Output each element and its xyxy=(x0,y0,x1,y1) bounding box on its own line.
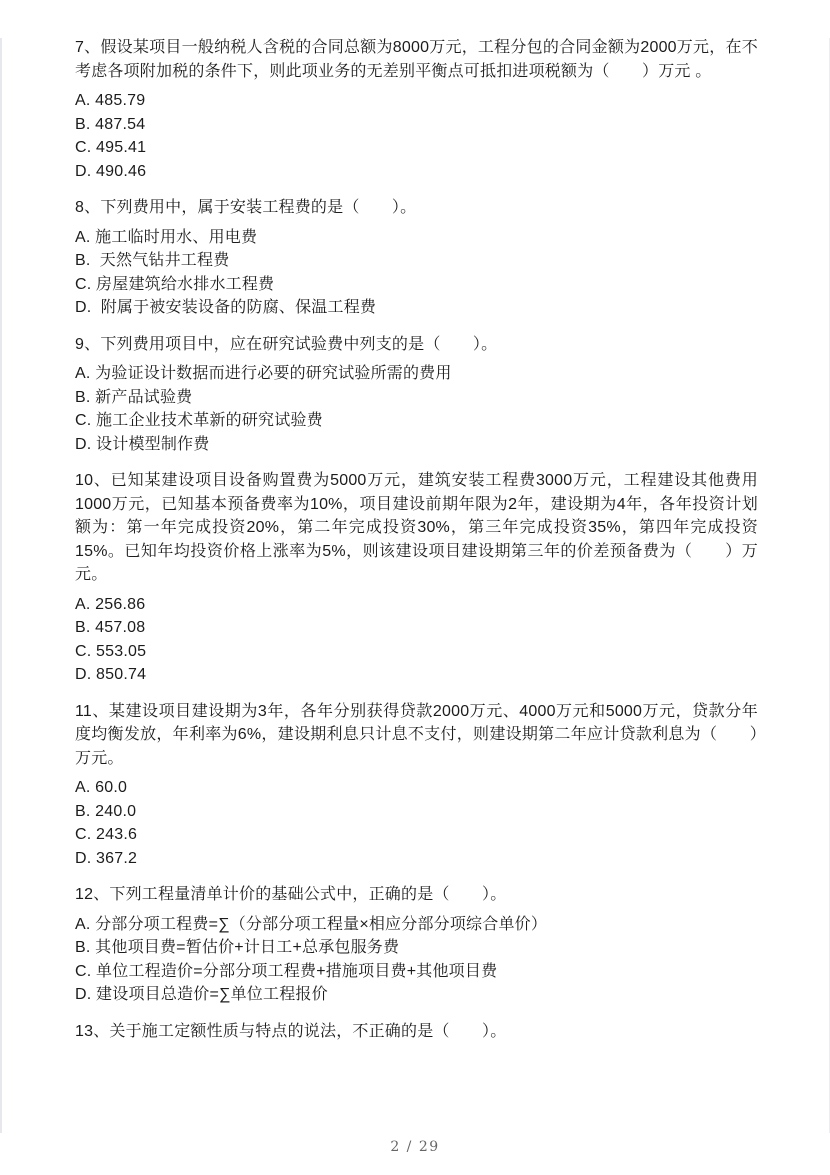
option-b: B. 487.54 xyxy=(75,115,146,133)
question-9 xyxy=(75,333,758,457)
option-d: D. 367.2 xyxy=(75,849,138,867)
option-a: A. 为验证设计数据而进行必要的研究试验所需的费用 xyxy=(75,365,452,382)
question-stem xyxy=(75,883,758,907)
question-number: 7、 xyxy=(75,39,101,56)
question-11 xyxy=(75,700,758,871)
question-text: 关于施工定额性质与特点的说法，不正确的是（ ）。 xyxy=(109,1022,507,1040)
option-a: A. 施工临时用水、用电费 xyxy=(75,228,258,246)
option-a: A. 分部分项工程费=∑（分部分项工程量×相应分部分项综合单价） xyxy=(75,915,548,933)
option-c: C. 施工企业技术革新的研究试验费 xyxy=(75,412,323,429)
question-stem xyxy=(75,1020,758,1044)
question-text: 假设某项目一般纳税人含税的合同总额为8000万元，工程分包的合同金额为2000万元，在不考虑各项附加税的条件下，则此项业务的无差别平衡点可抵扣进项税额为（ ）万元 。 xyxy=(75,39,758,80)
question-7 xyxy=(75,36,758,183)
question-number: 8、 xyxy=(75,199,101,216)
question-text: 下列费用项目中，应在研究试验费中列支的是（ ）。 xyxy=(100,335,498,353)
option-d: D. 建设项目总造价=∑单位工程报价 xyxy=(75,986,328,1003)
question-stem xyxy=(75,333,758,357)
option-b: B. 457.08 xyxy=(75,619,146,636)
page-number: 2 / 29 xyxy=(390,1139,440,1155)
option-b: B. 240.0 xyxy=(75,802,137,820)
question-stem xyxy=(75,700,758,771)
option-d: D. 附属于被安装设备的防腐、保温工程费 xyxy=(75,299,377,316)
question-stem xyxy=(75,196,758,220)
option-c: C. 单位工程造价=分部分项工程费+措施项目费+其他项目费 xyxy=(75,962,498,980)
option-b: B. 新产品试验费 xyxy=(75,388,193,406)
question-text: 下列工程量清单计价的基础公式中，正确的是（ ）。 xyxy=(109,886,507,903)
option-d: D. 850.74 xyxy=(75,666,147,683)
option-a: A. 256.86 xyxy=(75,595,146,613)
question-number: 12、 xyxy=(75,886,110,903)
question-10 xyxy=(75,469,758,687)
question-stem xyxy=(75,36,758,83)
option-c: C. 553.05 xyxy=(75,642,147,660)
question-text: 已知某建设项目设备购置费为5000万元，建筑安装工程费3000万元，工程建设其他费用1000万元，已知基本预备费率为10%，项目建设前期年限为2年，建设期为4年，各年投资计划额为：第一年完成投资20%，第二年完成投资30%，第三年完成投资35%，第四年完成投资15%。已知年均投资价格上涨率为5%，则该建设项目建设期第三年的价差预备费为（ ）万元。 xyxy=(75,472,758,583)
exam-page-content xyxy=(75,36,758,1056)
option-a: A. 485.79 xyxy=(75,92,146,109)
option-b: B. 其他项目费=暂估价+计日工+总承包服务费 xyxy=(75,939,400,956)
question-number: 11、 xyxy=(75,702,109,720)
question-stem xyxy=(75,469,758,587)
option-d: D. 设计模型制作费 xyxy=(75,435,210,453)
option-c: C. 243.6 xyxy=(75,826,138,843)
question-13 xyxy=(75,1020,758,1044)
option-c: C. 495.41 xyxy=(75,139,147,156)
question-12 xyxy=(75,883,758,1007)
option-b: B. 天然气钻井工程费 xyxy=(75,252,230,269)
option-a: A. 60.0 xyxy=(75,779,128,796)
question-number: 9、 xyxy=(75,335,101,353)
question-number: 13、 xyxy=(75,1022,110,1040)
option-d: D. 490.46 xyxy=(75,162,147,180)
question-text: 某建设项目建设期为3年，各年分别获得贷款2000万元、4000万元和5000万元，贷款分年度均衡发放，年利率为6%，建设期利息只计息不支付，则建设期第二年应计贷款利息为（ ）万元。 xyxy=(75,702,758,767)
page-left-edge xyxy=(0,38,2,1133)
question-number: 10、 xyxy=(75,472,111,489)
question-text: 下列费用中，属于安装工程费的是（ ）。 xyxy=(100,199,417,216)
question-8 xyxy=(75,196,758,320)
option-c: C. 房屋建筑给水排水工程费 xyxy=(75,275,275,293)
